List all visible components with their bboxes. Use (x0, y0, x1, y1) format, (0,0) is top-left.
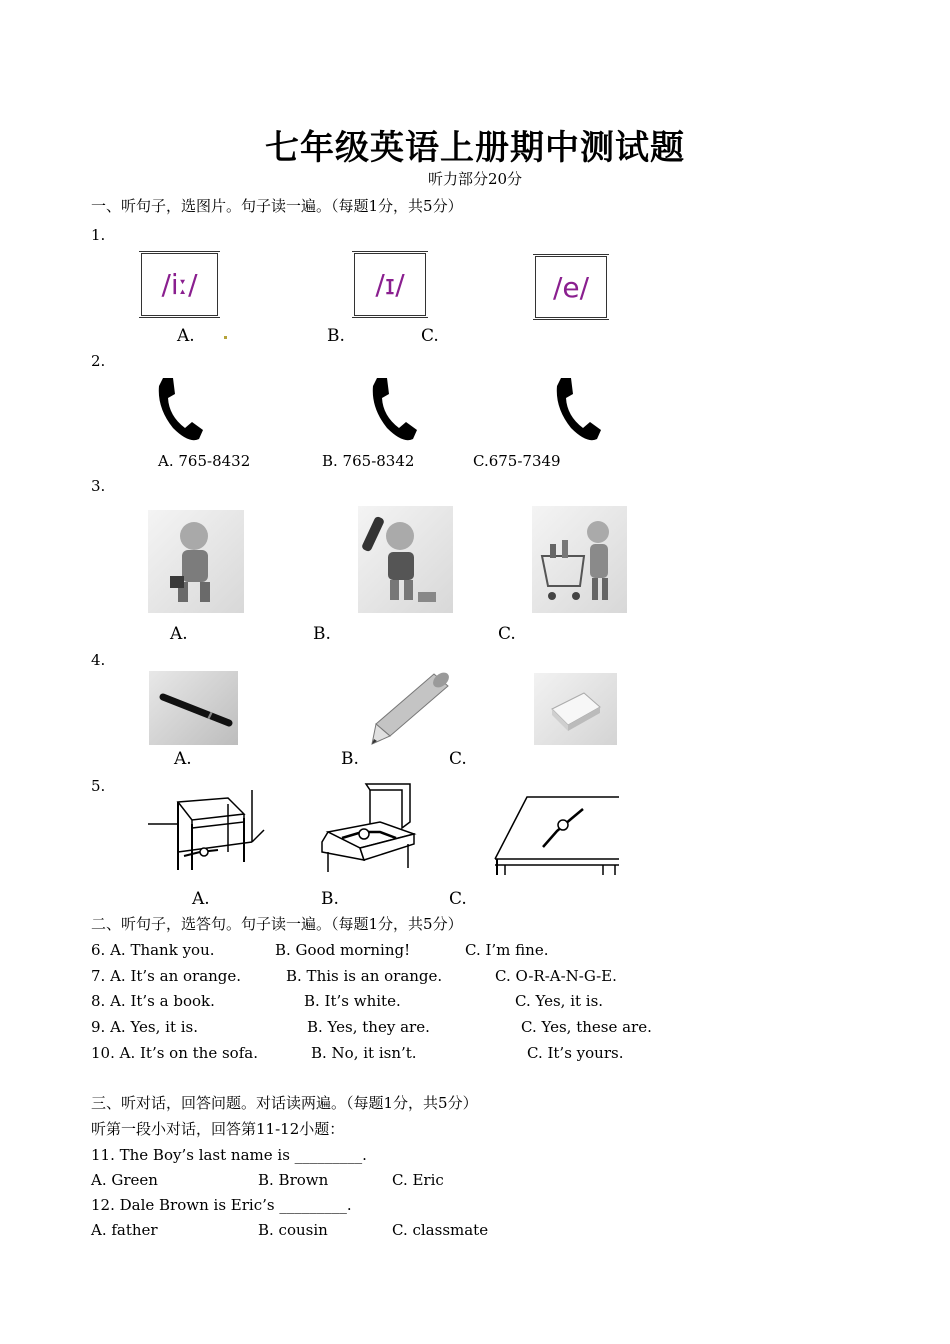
q8-option-c: C. Yes, it is. (515, 992, 604, 1010)
phonetic-card-a (141, 253, 218, 316)
watch-on-chair-image (320, 782, 418, 872)
q10-option-c: C. It’s yours. (527, 1044, 624, 1062)
businessman-figure-image (148, 510, 244, 613)
q11-stem: 11. The Boy’s last name is _________. (91, 1146, 367, 1164)
section1-heading: 一、听句子，选图片。句子读一遍。（每题1分，共5分） (91, 197, 463, 215)
section2-heading: 二、听句子，选答句。句子读一遍。（每题1分，共5分） (91, 915, 463, 933)
q8-option-b: B. It’s white. (304, 992, 401, 1010)
pen-image (149, 671, 238, 745)
q7-option-a: 7. A. It’s an orange. (91, 967, 242, 985)
q11-option-c: C. Eric (392, 1171, 444, 1189)
q3-number: 3. (91, 477, 106, 495)
q7-option-b: B. This is an orange. (286, 967, 443, 985)
section3-intro: 听第一段小对话，回答第11-12小题： (91, 1120, 345, 1138)
section3-heading: 三、听对话，回答问题。对话读两遍。（每题1分，共5分） (91, 1094, 478, 1112)
page-title: 七年级英语上册期中测试题 (265, 128, 685, 168)
q2-option-c: C.675-7349 (473, 452, 561, 470)
phonetic-symbol-c: /e/ (552, 270, 590, 304)
q4-option-a: A. (174, 749, 192, 769)
q11-option-a: A. Green (91, 1171, 158, 1189)
q7-option-c: C. O-R-A-N-G-E. (495, 967, 617, 985)
q12-option-c: C. classmate (392, 1221, 489, 1239)
q10-option-a: 10. A. It’s on the sofa. (91, 1044, 258, 1062)
woman-with-cart-image (532, 506, 627, 613)
q12-option-b: B. cousin (258, 1221, 328, 1239)
q5-number: 5. (91, 777, 106, 795)
q3-option-c: C. (498, 624, 516, 644)
eraser-image (534, 673, 617, 745)
q2-option-a: A. 765-8432 (158, 452, 251, 470)
q12-option-a: A. father (91, 1221, 158, 1239)
q3-option-b: B. (313, 624, 331, 644)
phonetic-symbol-b: /ɪ/ (375, 268, 405, 301)
q9-option-c: C. Yes, these are. (521, 1018, 652, 1036)
q8-option-a: 8. A. It’s a book. (91, 992, 215, 1010)
q1-option-c: C. (421, 326, 439, 346)
q11-option-b: B. Brown (258, 1171, 329, 1189)
watch-under-chair-image (148, 790, 264, 872)
q5-option-c: C. (449, 889, 467, 909)
page-subtitle: 听力部分20分 (427, 170, 523, 188)
pencil-image (368, 670, 450, 746)
q1-option-b: B. (327, 326, 345, 346)
q4-option-b: B. (341, 749, 359, 769)
q2-number: 2. (91, 352, 106, 370)
q3-option-a: A. (170, 624, 188, 644)
q5-option-a: A. (192, 889, 210, 909)
boy-with-bat-image (358, 506, 453, 613)
q2-option-b: B. 765-8342 (322, 452, 415, 470)
phone-icon-b (369, 376, 419, 442)
phonetic-symbol-a: /iː/ (161, 268, 198, 301)
q9-option-b: B. Yes, they are. (307, 1018, 430, 1036)
q5-option-b: B. (321, 889, 339, 909)
q1-number: 1. (91, 226, 106, 244)
q6-option-a: 6. A. Thank you. (91, 941, 215, 959)
q6-option-c: C. I’m fine. (465, 941, 549, 959)
q4-option-c: C. (449, 749, 467, 769)
phonetic-card-c (535, 256, 607, 318)
phone-icon-c (553, 376, 603, 442)
watch-on-desk-image (493, 795, 619, 875)
q6-option-b: B. Good morning! (275, 941, 411, 959)
phonetic-card-b (354, 253, 426, 316)
q4-number: 4. (91, 651, 106, 669)
q9-option-a: 9. A. Yes, it is. (91, 1018, 199, 1036)
q12-stem: 12. Dale Brown is Eric’s _________. (91, 1196, 352, 1214)
phone-icon-a (155, 376, 205, 442)
q1-option-a: A. (177, 326, 195, 346)
q10-option-b: B. No, it isn’t. (311, 1044, 417, 1062)
dot-mark (224, 336, 227, 339)
